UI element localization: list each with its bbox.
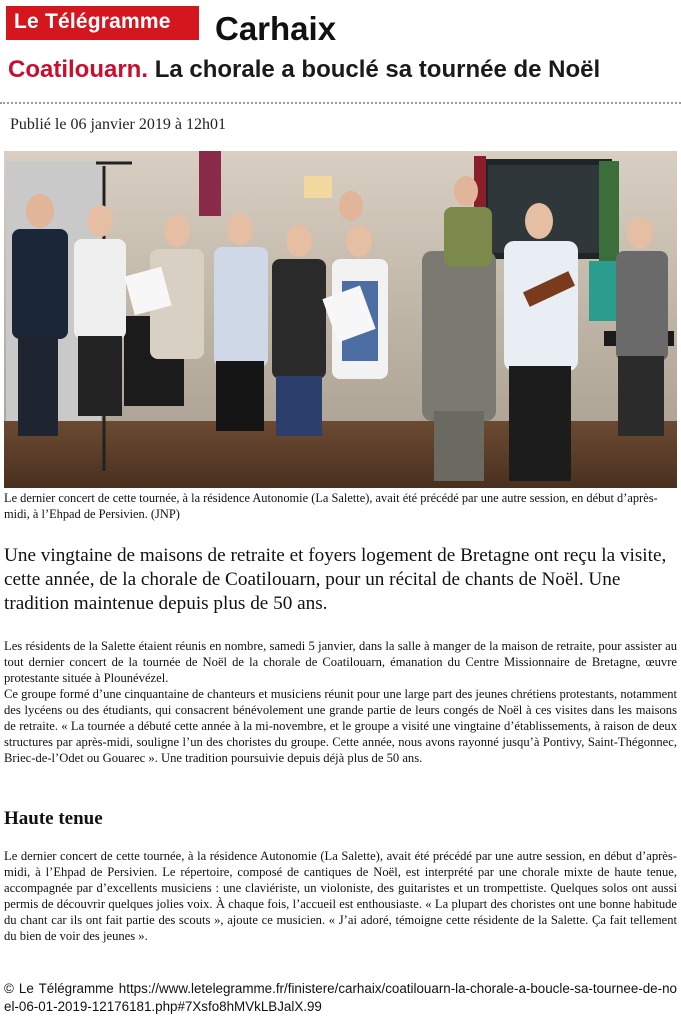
paragraph: Ce groupe formé d’une cinquantaine de chanteurs et musiciens réunit pour une large part des jeunes chrétiens protestants, notamment des lycéens ou des étudiants, qui consacrent bénévolement une grande partie de leurs congés de Noël à ces visites dans les maisons de retraite. « La tournée a débuté cette année à la mi-novembre, et le groupe a visité une vingtaine d’établissements, à raison de deux structures par après-midi, souligne l’un des choristes du groupe. Cette année, nous avons rayonné jusqu’à Pontivy, Saint-Thégonnec, Briec-de-l’Odet ou Gouarec ». Une tradition poursuivie depuis déjà plus de 50 ans. [4,687,677,765]
section-title: Carhaix [215,10,337,47]
brand-name: Le Télégramme [14,10,171,33]
article-lead: Une vingtaine de maisons de retraite et foyers logement de Bretagne ont reçu la visite, cette année, de la chorale de Coatilouarn, pour un récital de chants de Noël. Une tradition maintenue depuis plus de 50 ans. [4,545,667,614]
header-divider [0,102,681,104]
source-footer: © Le Télégramme https://www.letelegramme.fr/finistere/carhaix/coatilouarn-la-chorale-a-boucle-sa-tournee-de-noel-06-01-2019-12176181.php#7Xsfo8hMVkLBJalX.99 [4,981,677,1014]
article-headline [8,56,600,84]
headline-title: La chorale a bouclé sa tournée de Noël [154,56,601,83]
paragraph: Le dernier concert de cette tournée, à la résidence Autonomie (La Salette), avait été précédé par une autre session, en début d’après-midi, à l’Ehpad de Persivien. Le répertoire, composé de cantiques de Noël, est interprété par une chorale mixte de haute tenue, accompagnée par d’excellents musiciens : une claviériste, un violoniste, des guitaristes et un trompettiste. Quelques solos ont aussi permis de découvrir quelques jolies voix. À chaque fois, l’accueil est enthousiaste. « La plupart des choristes ont une bonne habitude du chant car ils ont fait partie des scouts », ajoute ce musicien. « J’ai adoré, témoigne cette résidente de la Salette. Ça fait tellement du bien de voir des jeunes ». [4,849,677,943]
article-body-section-2 [4,848,677,944]
section-subheading: Haute tenue [4,808,103,829]
choir-photo [4,151,677,488]
article-body-section-1 [4,638,677,766]
paragraph: Les résidents de la Salette étaient réunis en nombre, samedi 5 janvier, dans la salle à manger de la maison de retraite, pour assister au tout dernier concert de la tournée de Noël de la chorale de Coatilouarn, émanation du Centre Missionnaire de Bretagne, œuvre protestante située à Plounévézel. [4,639,677,685]
brand-logo [6,6,199,40]
photo-caption: Le dernier concert de cette tournée, à la résidence Autonomie (La Salette), avait été précédé par une autre session, en début d’après-midi, à l’Ehpad de Persivien. (JNP) [4,491,658,521]
headline-location: Coatilouarn. [8,56,149,83]
publication-date: Publié le 06 janvier 2019 à 12h01 [10,116,226,133]
